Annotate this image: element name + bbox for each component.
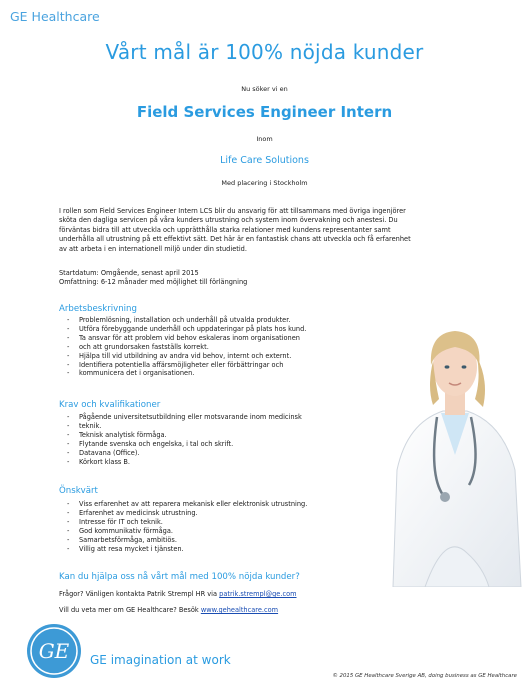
- doctor-photo: [385, 295, 525, 587]
- list-item: - Körkort klass B.: [59, 458, 359, 467]
- inom-text: Inom: [256, 135, 273, 143]
- list-krav: [59, 413, 359, 466]
- list-onskvart: [59, 500, 359, 553]
- intro-line: förväntas bidra till att utveckla och upprätthålla starka relationer med kundens representanter samt: [59, 225, 391, 234]
- brand-name: GE Healthcare: [10, 9, 100, 24]
- intro-line: av att arbeta i en internationell miljö under din studietid.: [59, 244, 247, 253]
- kicker-text: Nu söker vi en: [241, 85, 288, 93]
- list-item: - Ta ansvar för att problem vid behov eskaleras inom organisationen: [59, 334, 359, 343]
- contact-line-hr: [59, 590, 297, 598]
- list-item: - Hjälpa till vid utbildning av andra vid behov, internt och externt.: [59, 352, 359, 361]
- intro-line: underhålla all utrustning på ett effektivt sätt. Det här är en fantastisk chans att utveckla och få erfarenhet: [59, 235, 411, 244]
- intro-line: sköta den dagliga servicen på våra kunders utrustning och system inom övervakning och anestesi. Du: [59, 216, 398, 225]
- intro-paragraph: [59, 207, 469, 254]
- list-item: - Problemlösning, installation och underhåll på utvalda produkter.: [59, 316, 359, 325]
- job-title: Field Services Engineer Intern: [136, 103, 393, 121]
- list-item: - Samarbetsförmåga, ambitiös.: [59, 536, 359, 545]
- ge-logo-icon: [26, 623, 82, 679]
- email-link[interactable]: patrik.strempl@ge.com: [219, 590, 297, 598]
- list-item: - God kommunikativ förmåga.: [59, 527, 359, 536]
- contact-text: Frågor? Vänligen kontakta Patrik Strempl HR via: [59, 590, 220, 598]
- start-date: Startdatum: Omgående, senast april 2015: [59, 269, 199, 277]
- contact-text: Vill du veta mer om GE Healthcare? Besök: [59, 606, 201, 614]
- website-link[interactable]: www.gehealthcare.com: [200, 606, 279, 614]
- section-heading-krav: Krav och kvalifikationer: [59, 400, 161, 410]
- list-item: - Villig att resa mycket i tjänsten.: [59, 545, 359, 554]
- contact-line-web: [59, 606, 278, 614]
- section-heading-onskvart: Önskvärt: [59, 486, 98, 496]
- intro-line: I rollen som Field Services Engineer Intern LCS blir du ansvarig för att tillsammans med övriga ingenjörer: [59, 207, 406, 215]
- list-arbetsbeskrivning: [59, 316, 359, 378]
- headline: Vårt mål är 100% nöjda kunder: [105, 40, 424, 64]
- list-item: - Datavana (Office).: [59, 449, 359, 458]
- placement-text: Med placering i Stockholm: [221, 179, 308, 187]
- list-item: - Flytande svenska och engelska, i tal och skrift.: [59, 440, 359, 449]
- call-to-action: Kan du hjälpa oss nå vårt mål med 100% nöjda kunder?: [59, 572, 300, 582]
- list-item: - Identifiera potentiella affärsmöjligheter eller förbättringar och: [59, 361, 359, 370]
- logo-monogram: GE: [38, 639, 70, 663]
- list-item: - Viss erfarenhet av att reparera mekanisk eller elektronisk utrustning.: [59, 500, 359, 509]
- tagline: GE imagination at work: [90, 653, 231, 667]
- list-item-continued: - kommunicera det i organisationen.: [59, 369, 359, 378]
- list-item: - Intresse för IT och teknik.: [59, 518, 359, 527]
- list-item-continued: - och att grundorsaken fastställs korrekt.: [59, 343, 359, 352]
- list-item: - Erfarenhet av medicinsk utrustning.: [59, 509, 359, 518]
- list-item-continued: - teknik.: [59, 422, 359, 431]
- copyright: © 2015 GE Healthcare Sverige AB, doing business as GE Healthcare: [332, 673, 517, 679]
- scope: Omfattning: 6-12 månader med möjlighet till förlängning: [59, 278, 248, 287]
- list-item: - Utföra förebyggande underhåll och uppdateringar på plats hos kund.: [59, 325, 359, 334]
- business-unit: Life Care Solutions: [220, 155, 309, 166]
- job-meta: [59, 269, 247, 288]
- list-item: - Pågående universitetsutbildning eller motsvarande inom medicinsk: [59, 413, 359, 422]
- list-item: - Teknisk analytisk förmåga.: [59, 431, 359, 440]
- section-heading-arbetsbeskrivning: Arbetsbeskrivning: [59, 304, 137, 314]
